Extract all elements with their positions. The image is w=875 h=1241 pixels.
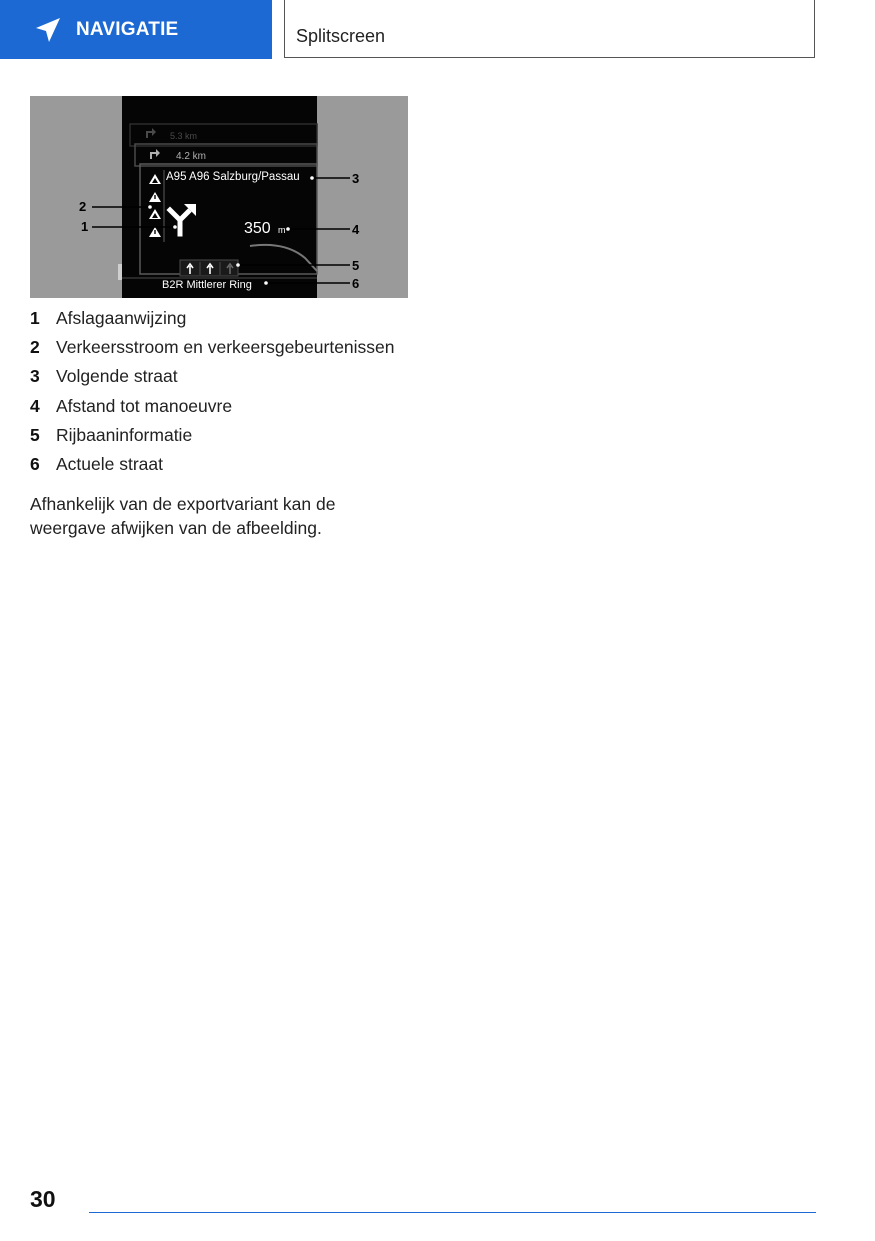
legend-number: 3 [30, 366, 40, 387]
callout-number: 3 [352, 171, 360, 186]
legend-number: 6 [30, 453, 40, 474]
splitscreen-figure [30, 96, 408, 298]
legend-item [30, 396, 395, 425]
legend-item [30, 454, 395, 483]
distance-unit: m [278, 225, 286, 235]
legend-text: Volgende straat [56, 366, 178, 387]
note-paragraph: Afhankelijk van de exportvariant kan de weergave afwijken van de afbeelding. [30, 494, 336, 538]
callout-number: 4 [352, 222, 360, 237]
legend-item [30, 308, 395, 337]
lane-info [180, 260, 238, 276]
current-street: B2R Mittlerer Ring [162, 279, 252, 291]
section-tab [0, 0, 272, 59]
legend-number: 1 [30, 308, 40, 328]
legend-text: Afstand tot manoeuvre [56, 395, 233, 416]
legend-text: Afslagaanwijzing [56, 308, 187, 328]
topic-title: Splitscreen [296, 26, 386, 46]
next-street: A95 A96 Salzburg/Passau [166, 171, 300, 183]
legend-text: Rijbaaninformatie [56, 424, 193, 445]
legend-item [30, 366, 395, 395]
legend-number: 4 [30, 395, 40, 416]
callout-number: 5 [352, 258, 360, 273]
callout-number: 1 [81, 219, 89, 234]
section-title: NAVIGATIE [76, 18, 179, 40]
legend-list [30, 308, 395, 483]
distance-value: 350 [244, 220, 271, 237]
topic-tab [284, 0, 815, 58]
callout-number: 6 [352, 276, 360, 291]
legend-item [30, 425, 395, 454]
callout-number: 2 [79, 199, 87, 214]
footer-rule [89, 1212, 816, 1213]
legend-number: 5 [30, 424, 40, 445]
legend-text: Actuele straat [56, 453, 163, 474]
maneuver-distance: 4.2 km [176, 151, 207, 162]
legend-text: Verkeersstroom en verkeersgebeurtenissen [56, 337, 395, 358]
navigation-arrow-icon [34, 16, 62, 44]
page-number: 30 [30, 1186, 56, 1212]
legend-number: 2 [30, 337, 40, 358]
legend-item [30, 337, 395, 366]
maneuver-distance: 5.3 km [170, 131, 198, 141]
